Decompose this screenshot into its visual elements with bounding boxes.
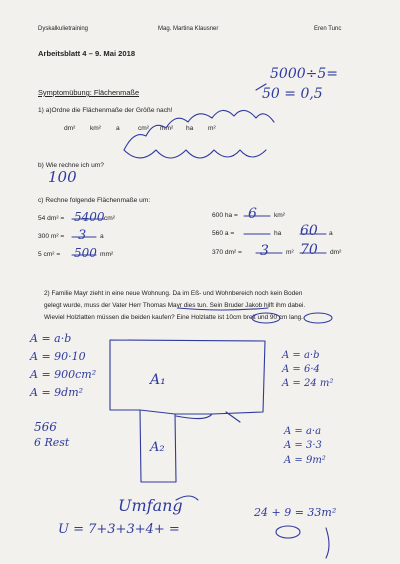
hw-calc: A = 900cm² <box>30 368 97 381</box>
hw-note: 566 <box>34 420 57 434</box>
hw-top-right: 50 = 0,5 <box>262 86 323 102</box>
hw-note: 6 Rest <box>34 436 70 449</box>
conversion-expr: 560 a = <box>212 230 235 237</box>
unit-item: dm² <box>64 125 76 132</box>
conversion-expr: 370 dm² = <box>212 249 242 256</box>
section-title: Symptomübung: Flächenmaße <box>38 88 140 97</box>
hw-calc: A = 24 m² <box>282 378 334 389</box>
unit-item: cm² <box>138 125 149 132</box>
hw-umfang: Umfang <box>118 496 183 515</box>
hw-area-label: A₂ <box>150 440 165 455</box>
hw-calc: A = 9dm² <box>30 386 84 399</box>
conversion-expr: 600 ha = <box>212 212 238 219</box>
conversion-expr: 5 cm² = <box>38 251 61 258</box>
conversion-unit: m² <box>286 249 294 256</box>
hw-top-right: 5000÷5= <box>270 66 338 82</box>
conversion-unit: a <box>100 233 104 240</box>
unit-item: ha <box>186 125 194 132</box>
task-1b: b) Wie rechne ich um? <box>38 162 104 169</box>
unit-item: m² <box>208 125 216 132</box>
hw-calc: A = a·a <box>284 426 322 437</box>
hw-formula: U = 7+3+3+4+ = <box>58 522 180 537</box>
hw-answer: 6 <box>248 206 257 222</box>
unit-item: a <box>116 125 120 132</box>
conversion-unit: ha <box>274 230 282 237</box>
task-1a: 1) a)Ordne die Flächenmaße der Größe nach! <box>38 107 173 114</box>
unit-item: mm² <box>160 125 174 132</box>
conversion-unit: cm² <box>104 215 115 222</box>
hw-calc: A = a·b <box>30 332 72 345</box>
hw-answer: 100 <box>48 168 77 186</box>
hw-answer: 3 <box>78 228 87 243</box>
hw-calc: A = 6·4 <box>282 364 320 375</box>
hw-answer: 5400 <box>74 210 105 224</box>
hw-area-label: A₁ <box>150 372 166 388</box>
task-2-line: 2) Familie Mayr zieht in eine neue Wohnung. Da im Eß- und Wohnbereich noch kein Boden <box>44 290 303 297</box>
worksheet-title: Arbeitsblatt 4 – 9. Mai 2018 <box>38 49 136 58</box>
hw-answer: 3 <box>260 243 269 259</box>
hw-answer: 60 <box>300 223 318 239</box>
unit-item: km² <box>90 125 101 132</box>
teacher-name: Mag. Martina Klausner <box>158 26 219 32</box>
hw-answer: 70 <box>300 242 318 258</box>
task-2-line: gelegt wurde, muss der Vater Herr Thomas Mayr dies tun. Sein Bruder Jakob hilft ihm dabei. <box>44 302 306 309</box>
conversion-expr: 300 m² = <box>38 233 65 240</box>
hw-calc: A = a·b <box>282 350 320 361</box>
hw-calc: A = 9m² <box>284 455 326 466</box>
conversion-expr: 54 dm² = <box>38 215 65 222</box>
task-2-line: Wieviel Holzlatten müssen die beiden kaufen? Eine Holzlatte ist 10cm breit und 90 cm lang. <box>44 314 303 321</box>
hw-calc: A = 90·10 <box>30 350 86 363</box>
hw-answer: 500 <box>74 246 97 260</box>
student-name: Eren Tunc <box>314 26 342 32</box>
conversion-unit: mm² <box>100 251 114 258</box>
conversion-extra-unit: a <box>329 230 333 237</box>
hw-sum: 24 + 9 = 33m² <box>254 506 337 519</box>
conversion-extra-unit: dm² <box>330 249 342 256</box>
task-1c-title: c) Rechne folgende Flächenmaße um: <box>38 197 151 204</box>
conversion-unit: km² <box>274 212 285 219</box>
course-name: Dyskalkulietraining <box>38 26 89 32</box>
hw-calc: A = 3·3 <box>284 440 322 451</box>
